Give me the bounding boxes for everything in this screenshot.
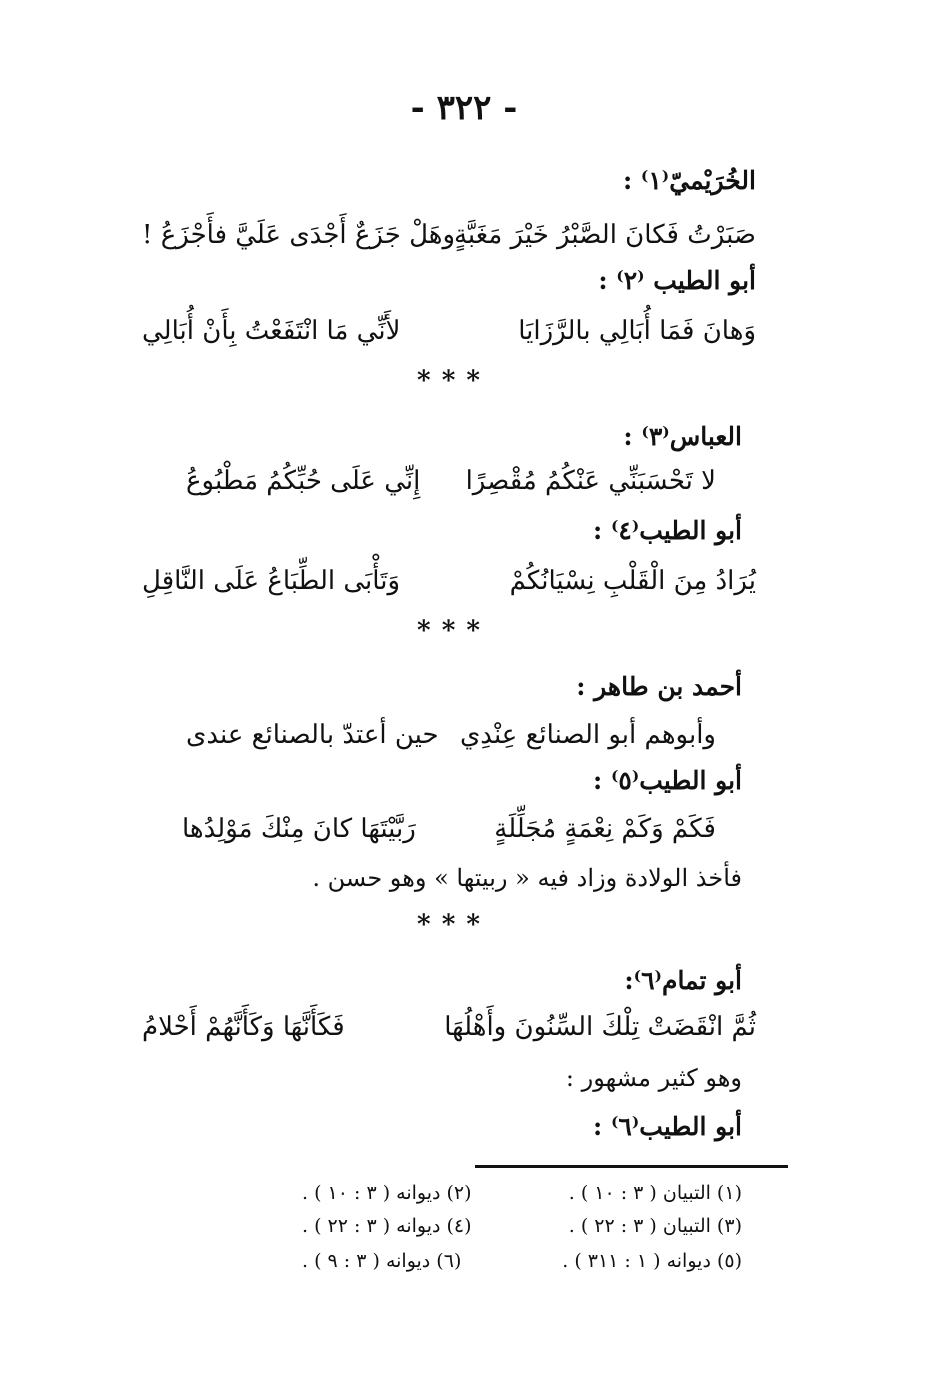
footnote: (٣) التبيان ( ٣ : ٢٢ ) . xyxy=(568,1215,742,1237)
verse-left-hemistich: فَكَأَنَّهَا وَكَأَنَّهُمْ أَحْلامُ xyxy=(142,1012,345,1042)
section-separator: * * * xyxy=(417,910,481,940)
footnote: (٢) ديوانه ( ٣ : ١٠ ) . xyxy=(302,1182,472,1204)
poet-label-abu-tammam: أبو تمام⁽٦⁾: xyxy=(624,966,742,995)
reply-left-hemistich: وَتَأْبَى الطِّبَاعُ عَلَى النَّاقِلِ xyxy=(142,566,400,596)
reply-label-abu-tayyib: أبو الطيب⁽٦⁾ : xyxy=(593,1112,742,1141)
verse-right-hemistich: وأبوهم أبو الصنائع عِنْدِي xyxy=(459,720,716,750)
reply-label-abu-tayyib: أبو الطيب ⁽٢⁾ : xyxy=(598,266,756,295)
section-separator: * * * xyxy=(417,366,481,396)
verse-right-hemistich: صَبَرْتُ فَكانَ الصَّبْرُ خَيْرَ مَغَبَّةٍ xyxy=(453,220,756,250)
reply-left-hemistich: لأَنِّي مَا انْتَفَعْتُ بِأَنْ أُبَالِي xyxy=(142,316,401,346)
commentary-line: فأخذ الولادة وزاد فيه « ربيتها » وهو حسن . xyxy=(312,864,742,892)
reply-label-abu-tayyib: أبو الطيب⁽٥⁾ : xyxy=(593,766,742,795)
reply-right-hemistich: يُرَادُ مِنَ الْقَلْبِ نِسْيَانُكُمْ xyxy=(509,566,756,596)
footnote: (١) التبيان ( ٣ : ١٠ ) . xyxy=(568,1182,742,1204)
reply-right-hemistich: فَكَمْ وَكَمْ نِعْمَةٍ مُجَلِّلَةٍ xyxy=(494,814,716,844)
reply-left-hemistich: رَبَّيْتَهَا كانَ مِنْكَ مَوْلِدُها xyxy=(182,814,416,844)
commentary-line: وهو كثير مشهور : xyxy=(565,1064,742,1092)
footnote: (٥) ديوانه ( ١ : ٣١١ ) . xyxy=(562,1250,742,1272)
section-separator: * * * xyxy=(417,616,481,646)
poet-label-khuraymi: الخُرَيْميّ⁽١⁾ : xyxy=(622,166,756,195)
page-number: - ٣٢٢ - xyxy=(410,88,518,128)
verse-left-hemistich: إِنِّي عَلَى حُبِّكُمُ مَطْبُوعُ xyxy=(186,466,421,496)
reply-right-hemistich: وَهانَ فَمَا أُبَالِي بالرَّزَايَا xyxy=(518,316,756,346)
verse-left-hemistich: وهَلْ جَزَعٌ أَجْدَى عَلَيَّ فأَجْزَعُ ! xyxy=(142,220,456,250)
verse-right-hemistich: لا تَحْسَبَنِّي عَنْكُمُ مُقْصِرًا xyxy=(465,466,716,496)
reply-label-abu-tayyib: أبو الطيب⁽٤⁾ : xyxy=(593,516,742,545)
poet-label-abbas: العباس⁽٣⁾ : xyxy=(623,422,742,451)
footnote: (٦) ديوانه ( ٣ : ٩ ) . xyxy=(302,1250,462,1272)
poet-label-ahmad-ibn-tahir: أحمد بن طاهر : xyxy=(576,672,742,701)
footnote-divider xyxy=(475,1165,788,1168)
footnote: (٤) ديوانه ( ٣ : ٢٢ ) . xyxy=(302,1215,472,1237)
verse-left-hemistich: حين أعتدّ بالصنائع عندى xyxy=(186,720,439,750)
verse-right-hemistich: ثُمَّ انْقَضَتْ تِلْكَ السِّنُونَ وأَهْلُهَا xyxy=(444,1012,756,1042)
